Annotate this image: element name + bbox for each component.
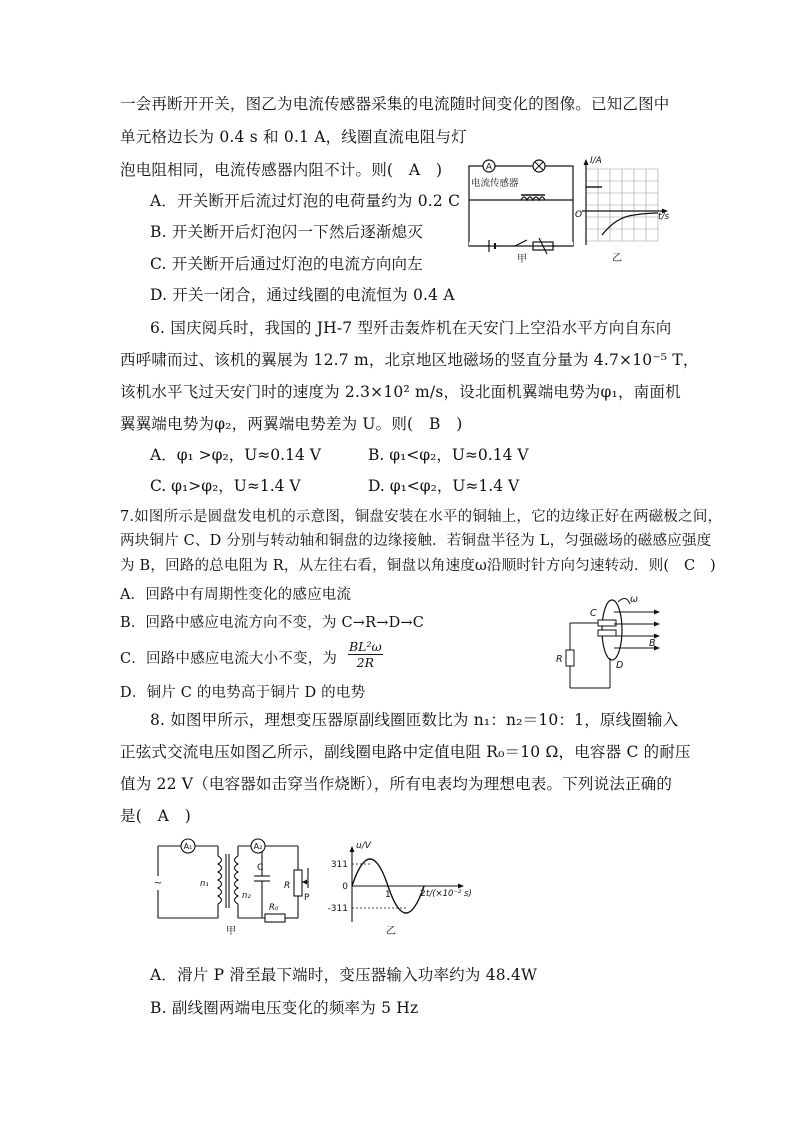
q7-label-c: C (590, 608, 597, 619)
q8-ammeter-a1: A₁ (183, 842, 193, 851)
q8-x-tick-1: 1 (385, 890, 391, 900)
q8-y-tick-0: 0 (342, 882, 348, 892)
q7-line-1: 7.如图所示是圆盘发电机的示意图，铜盘安装在水平的铜轴上，它的边缘正好在两磁极之间， (120, 509, 723, 525)
q5-option-c: C. 开关断开后通过灯泡的电流方向向左 (150, 255, 423, 273)
q6-option-a: A．φ₁ >φ₂，U≈0.14 V (150, 446, 321, 464)
q6-option-b: B. φ₁<φ₂，U≈0.14 V (368, 446, 529, 464)
q8-voltage-graph (312, 836, 472, 936)
q5-ammeter-label: A (485, 162, 493, 173)
q7-option-a: A．回路中有周期性变化的感应电流 (120, 587, 352, 603)
q8-label-r0: R₀ (269, 903, 279, 913)
q7-line-3: 为 B，回路的总电阻为 R，从左往右看，铜盘以角速度ω沿顺时针方向匀速转动．则( C ) (120, 558, 716, 574)
q5-option-b: B. 开关断开后灯泡闪一下然后逐渐熄灭 (150, 223, 424, 241)
q7-label-b: B (649, 638, 656, 649)
q5-sensor-label: 电流传感器 (471, 178, 519, 189)
q8-line-4: 是( A ) (120, 807, 191, 825)
q8-line-2: 正弦式交流电压如图乙所示，副线圈电路中定值电阻 R₀＝10 Ω，电容器 C 的耐压 (120, 743, 691, 761)
q8-x-axis-label: t/(×10⁻² s) (426, 889, 472, 899)
q5-figure-yi-caption: 乙 (612, 253, 622, 264)
q7-label-omega: ω (630, 594, 638, 605)
q7-fraction-denominator: 2R (356, 655, 375, 670)
q8-y-tick-311: 311 (330, 860, 348, 870)
q8-label-n2: n₂ (242, 891, 251, 901)
q8-x-tick-2: 2 (420, 889, 426, 899)
q8-transformer-figure (150, 838, 320, 938)
q8-source-label: ~ (153, 878, 163, 889)
q5-option-a: A．开关断开后流过灯泡的电荷量约为 0.2 C (150, 192, 461, 210)
q7-option-d: D．铜片 C 的电势高于铜片 D 的电势 (120, 685, 366, 701)
q5-origin-label: O (575, 210, 583, 220)
q5-figure-jia-caption: 甲 (517, 254, 527, 265)
q6-line-4: 翼翼端电势为φ₂，两翼端电势差为 U。则( B ) (120, 415, 463, 433)
q6-option-d: D. φ₁<φ₂，U≈1.4 V (368, 477, 520, 495)
q5-x-axis-label: t/s (658, 212, 670, 222)
q5-figure-yi (572, 155, 672, 265)
q7-line-2: 两块铜片 C、D 分别与转动轴和铜盘的边缘接触．若铜盘半径为 L，匀强磁场的磁感应强度 (120, 533, 712, 549)
q7-fraction-numerator: BL²ω (349, 639, 382, 654)
q7-option-c: C．回路中感应电流大小不变，为 (120, 651, 338, 667)
q8-ammeter-a2: A₂ (253, 842, 263, 851)
q8-option-b: B. 副线圈两端电压变化的频率为 5 Hz (150, 999, 419, 1017)
q8-label-c: C (257, 863, 264, 873)
q6-option-c: C. φ₁>φ₂，U≈1.4 V (150, 477, 301, 495)
q8-line-1: 8. 如图甲所示，理想变压器原副线圈匝数比为 n₁：n₂＝10：1，原线圈输入 (150, 711, 679, 729)
q5-line-2: 单元格边长为 0.4 s 和 0.1 A，线圈直流电阻与灯 (120, 128, 467, 146)
q5-y-axis-label: I/A (590, 156, 602, 166)
q6-line-1: 6. 国庆阅兵时，我国的 JH-7 型歼击轰炸机在天安门上空沿水平方向自东向 (150, 319, 672, 337)
q7-disc-generator-figure (556, 592, 666, 692)
q8-option-a: A．滑片 P 滑至最下端时，变压器输入功率约为 48.4W (150, 966, 538, 984)
q5-line-1: 一会再断开开关，图乙为电流传感器采集的电流随时间变化的图像。已知乙图中 (120, 95, 670, 113)
q5-figure-jia (467, 160, 577, 265)
q5-line-3: 泡电阻相同，电流传感器内阻不计。则( A ) (120, 161, 443, 179)
q5-option-d: D. 开关一闭合，通过线圈的电流恒为 0.4 A (150, 286, 455, 304)
q8-y-axis-label: u/V (356, 841, 371, 851)
q7-label-r: R (556, 654, 563, 665)
q7-label-d: D (616, 660, 624, 671)
q8-line-3: 值为 22 V（电容器如击穿当作烧断），所有电表均为理想电表。下列说法正确的 (120, 775, 673, 793)
q8-figure-jia-caption: 甲 (226, 926, 236, 937)
q8-label-n1: n₁ (200, 879, 209, 889)
q8-label-p: P (304, 893, 310, 903)
q8-label-r: R (284, 881, 291, 891)
q8-y-tick-neg311: -311 (327, 904, 348, 914)
q6-line-2: 西呼啸而过、该机的翼展为 12.7 m，北京地区地磁场的竖直分量为 4.7×10⁻⁵ T， (120, 351, 699, 369)
q6-line-3: 该机水平飞过天安门时的速度为 2.3×10² m/s，设北面机翼端电势为φ₁，南面机 (120, 383, 681, 401)
q7-option-b: B．回路中感应电流方向不变，为 C→R→D→C (120, 615, 425, 631)
q8-figure-yi-caption: 乙 (386, 926, 396, 937)
q7-fraction (348, 639, 383, 670)
